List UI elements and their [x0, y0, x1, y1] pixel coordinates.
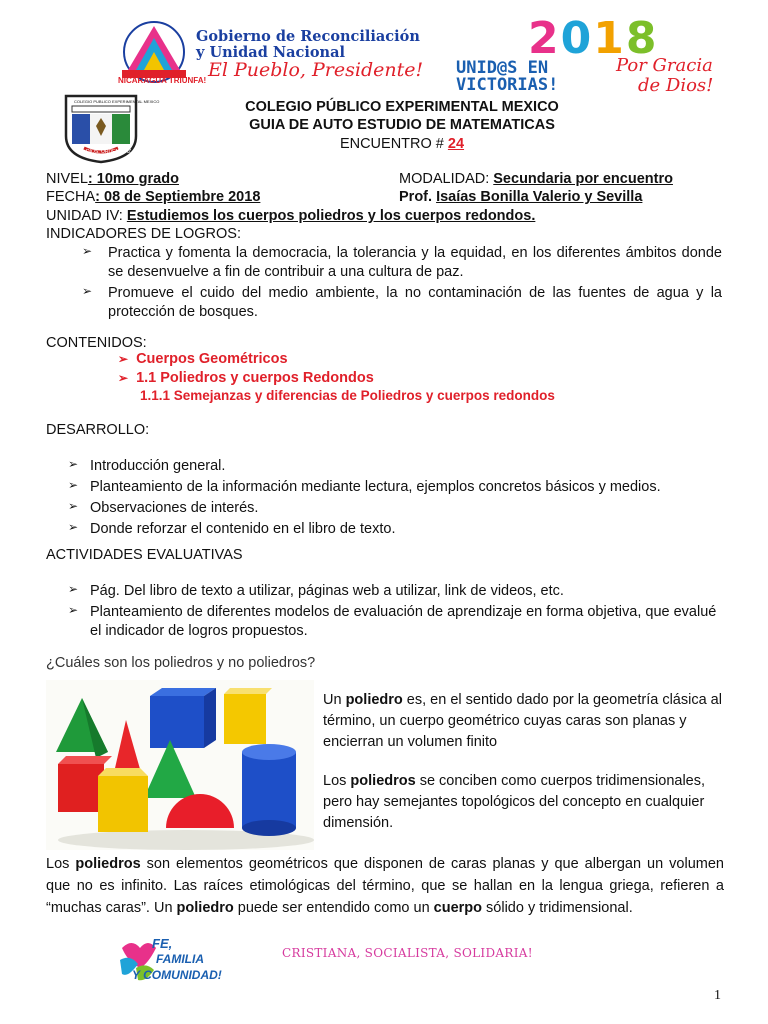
arrow-bullet-icon: ➢: [68, 602, 79, 617]
year-script-line1: Por Gracia: [616, 55, 713, 76]
desarrollo-list: [68, 457, 728, 538]
emblem-caption: NICARAGUA TRIUNFA!: [118, 76, 207, 85]
unidad-value: Estudiemos los cuerpos poliedros y los cuerpos redondos.: [126, 208, 536, 224]
nivel-row: [46, 170, 179, 189]
logros-heading: INDICADORES DE LOGROS:: [46, 226, 241, 242]
prof-row: [399, 188, 642, 207]
list-item: [68, 582, 728, 601]
footer-logo-line1: FE,: [152, 936, 173, 951]
text-run: puede ser entendido como un: [233, 899, 434, 916]
encuentro-title: [18, 135, 768, 154]
footer-motto: CRISTIANA, SOCIALISTA, SOLIDARIA!: [282, 946, 533, 960]
list-item: [68, 457, 728, 476]
modalidad-value: Secundaria por encuentro: [493, 171, 673, 187]
arrow-bullet-icon: ➢: [68, 477, 79, 492]
bold-term: poliedro: [345, 692, 403, 708]
arrow-bullet-icon: ➢: [82, 244, 93, 258]
text-run: Un: [323, 692, 346, 708]
poliedros-dimension-paragraph: [323, 771, 723, 834]
arrow-bullet-icon: ➢: [118, 371, 129, 385]
text-run: Los: [323, 773, 351, 789]
list-item-text: Planteamiento de la información mediante lectura, ejemplos concretos básicos y medios.: [90, 478, 661, 495]
arrow-bullet-icon: ➢: [68, 457, 79, 471]
crest-motto: DIOS, ORDEN, PAZ: [86, 149, 132, 155]
arrow-bullet-icon: ➢: [68, 498, 79, 513]
contenido-text: 1.1 Poliedros y cuerpos Redondos: [136, 370, 374, 386]
bold-term: cuerpo: [433, 899, 483, 916]
government-name-line2: y Unidad Nacional: [196, 44, 345, 61]
year-digit: 2: [528, 13, 561, 64]
year-script-line2: de Dios!: [638, 75, 714, 96]
year-2018-logo: [456, 13, 714, 98]
list-item: [68, 603, 728, 641]
arrow-bullet-icon: ➢: [68, 519, 79, 534]
contenido-text: Cuerpos Geométricos: [136, 351, 288, 367]
geometric-shapes-icon: [46, 680, 314, 850]
unidad-row: [46, 207, 535, 226]
government-slogan: El Pueblo, Presidente!: [208, 59, 424, 81]
question-text: ¿Cuáles son los poliedros y no poliedros?: [46, 655, 316, 671]
poliedros-etymology-paragraph: [46, 854, 724, 919]
contenido-item-3: 1.1.1 Semejanzas y diferencias de Poliedros y cuerpos redondos: [140, 388, 555, 403]
year-digit: 8: [625, 13, 659, 64]
text-run: es, en el sentido dado por la geometría clásica al término, un cuerpo geométrico cuyas caras son planas y encierran un volumen finito: [323, 692, 722, 751]
footer-logo-line3: Y COMUNIDAD!: [132, 968, 222, 982]
poliedro-definition-paragraph: [323, 690, 723, 753]
arrow-bullet-icon: ➢: [82, 283, 93, 298]
logros-list: [82, 244, 722, 321]
list-item: [82, 284, 722, 322]
text-run: sólido y tridimensional.: [482, 899, 633, 916]
school-title: COLEGIO PÚBLICO EXPERIMENTAL MEXICO: [245, 99, 559, 115]
contenidos-heading: CONTENIDOS:: [46, 335, 147, 351]
bold-term: poliedros: [75, 856, 141, 872]
year-slogan-line1: UNID@S EN: [456, 58, 549, 78]
unidad-label: UNIDAD IV:: [46, 208, 127, 224]
bold-term: poliedro: [176, 899, 234, 916]
crest-school-name: COLEGIO PUBLICO EXPERIMENTAL MEXICO: [74, 99, 160, 104]
list-item: [68, 499, 728, 518]
text-run: son elementos geométricos que disponen de caras planas y que albergan un volumen que no es infinito. Las raíces etimológicas del término, que se hallan en la lengua griega, refieren a “muchas caras”. Un: [46, 856, 724, 916]
arrow-bullet-icon: ➢: [68, 582, 79, 596]
year-slogan-line2: VICTORIAS!: [456, 75, 559, 95]
list-item: [82, 244, 722, 282]
list-item-text: Introducción general.: [90, 458, 226, 474]
list-item-text: Promueve el cuido del medio ambiente, la no contaminación de las fuentes de agua y la protección de bosques.: [108, 284, 722, 320]
government-name-line1: Gobierno de Reconciliación: [196, 28, 420, 45]
year-digit: 1: [593, 13, 626, 64]
modalidad-row: [399, 170, 673, 189]
guide-title: GUIA DE AUTO ESTUDIO DE MATEMATICAS: [249, 117, 555, 133]
text-run: Los: [46, 856, 76, 872]
list-item: [68, 478, 728, 497]
desarrollo-heading: DESARROLLO:: [46, 422, 150, 438]
list-item-text: Planteamiento de diferentes modelos de evaluación de aprendizaje en forma objetiva, que evalué el indicador de logros propuestos.: [90, 603, 717, 639]
arrow-bullet-icon: ➢: [118, 352, 129, 366]
page-number: 1: [714, 988, 721, 1003]
list-item-text: Pág. Del libro de texto a utilizar, páginas web a utilizar, link de videos, etc.: [90, 583, 564, 599]
prof-label: Prof.: [399, 189, 437, 205]
contenido-item-2: [118, 369, 374, 388]
footer-logo-line2: FAMILIA: [156, 952, 204, 966]
geometric-shapes-image: [46, 680, 314, 850]
year-digit: 0: [560, 13, 594, 64]
familia-comunidad-logo: [118, 934, 228, 990]
fecha-row: [46, 188, 260, 207]
government-logo: [112, 18, 452, 88]
list-item-text: Observaciones de interés.: [90, 499, 259, 516]
contenido-item-1: [118, 350, 288, 369]
actividades-list: [68, 582, 728, 641]
nivel-label: NIVEL: [46, 171, 88, 187]
bold-term: poliedros: [350, 773, 416, 789]
nivel-value: : 10mo grado: [87, 171, 179, 187]
text-run: se conciben como cuerpos tridimensionales, pero hay semejantes topológicos del concepto en cualquier dimensión.: [323, 773, 706, 832]
encuentro-number: 24: [447, 136, 465, 152]
fecha-value: : 08 de Septiembre 2018: [95, 189, 261, 205]
prof-value: Isaías Bonilla Valerio y Sevilla: [436, 189, 643, 205]
fecha-label: FECHA: [46, 189, 96, 205]
list-item: [68, 520, 728, 539]
encuentro-label: ENCUENTRO #: [339, 136, 448, 152]
actividades-heading: ACTIVIDADES EVALUATIVAS: [46, 547, 243, 563]
list-item-text: Donde reforzar el contenido en el libro de texto.: [90, 520, 396, 537]
list-item-text: Practica y fomenta la democracia, la tolerancia y la equidad, en los diferentes ámbitos donde se desenvuelve a fin de contribuir a una cultura de paz.: [108, 245, 722, 280]
modalidad-label: MODALIDAD:: [399, 171, 494, 187]
